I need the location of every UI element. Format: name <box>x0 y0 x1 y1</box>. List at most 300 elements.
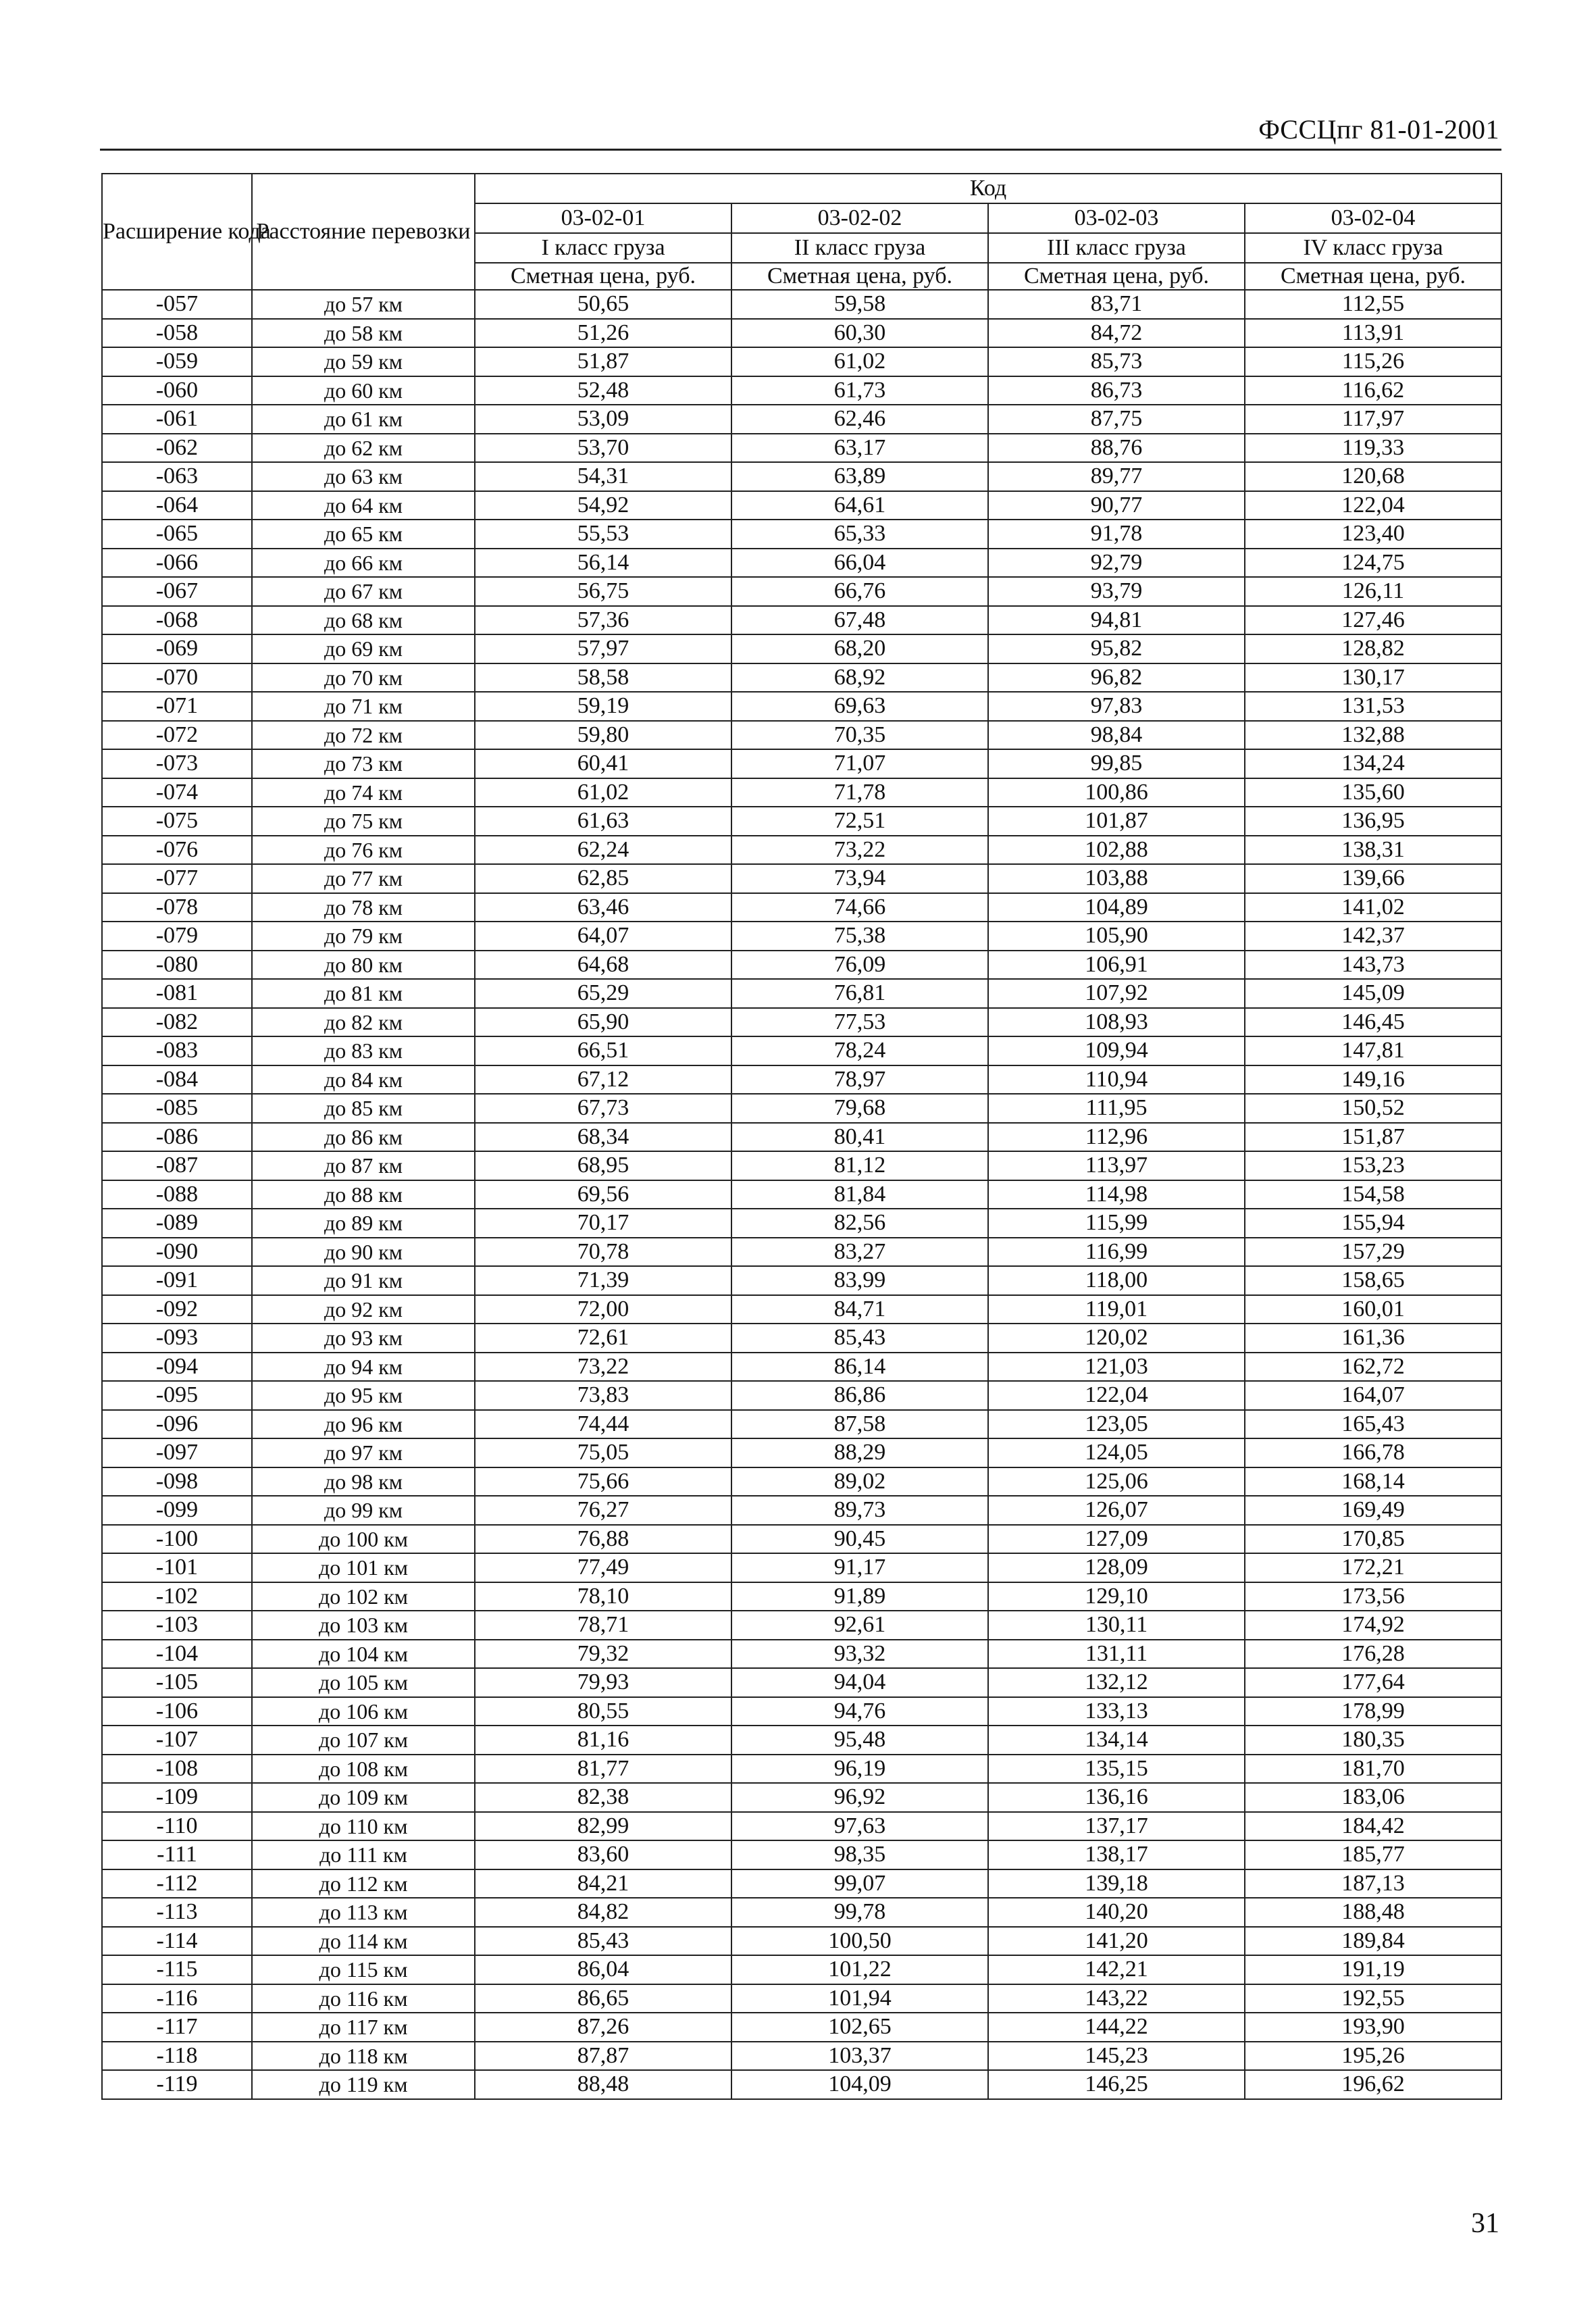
price-cell: 113,97 <box>988 1151 1245 1180</box>
table-row <box>102 1123 1501 1152</box>
price-cell: 69,63 <box>731 692 988 721</box>
price-cell: 116,62 <box>1245 376 1501 405</box>
distance-cell: до 86 км <box>252 1123 475 1152</box>
table-row <box>102 2013 1501 2042</box>
table-row <box>102 1438 1501 1467</box>
distance-cell: до 119 км <box>252 2070 475 2099</box>
price-cell: 59,19 <box>475 692 731 721</box>
header-cargo-class: I класс груза <box>475 233 731 263</box>
price-cell: 97,83 <box>988 692 1245 721</box>
price-cell: 54,31 <box>475 462 731 491</box>
table-row <box>102 922 1501 951</box>
distance-cell: до 92 км <box>252 1295 475 1324</box>
distance-cell: до 69 км <box>252 634 475 663</box>
price-cell: 64,07 <box>475 922 731 951</box>
extension-cell: -117 <box>102 2013 252 2042</box>
distance-cell: до 71 км <box>252 692 475 721</box>
price-cell: 67,48 <box>731 606 988 635</box>
distance-cell: до 81 км <box>252 979 475 1008</box>
price-cell: 73,22 <box>731 836 988 865</box>
price-cell: 165,43 <box>1245 1410 1501 1439</box>
extension-cell: -062 <box>102 434 252 463</box>
table-row <box>102 2070 1501 2099</box>
price-cell: 161,36 <box>1245 1324 1501 1353</box>
extension-cell: -096 <box>102 1410 252 1439</box>
table-row <box>102 1496 1501 1525</box>
price-cell: 73,94 <box>731 864 988 893</box>
extension-cell: -059 <box>102 347 252 376</box>
header-code: 03-02-04 <box>1245 203 1501 233</box>
price-cell: 86,73 <box>988 376 1245 405</box>
table-row <box>102 807 1501 836</box>
price-cell: 180,35 <box>1245 1726 1501 1755</box>
extension-cell: -061 <box>102 405 252 434</box>
price-cell: 65,29 <box>475 979 731 1008</box>
table-row <box>102 1410 1501 1439</box>
price-cell: 83,71 <box>988 290 1245 319</box>
table-row <box>102 462 1501 491</box>
price-cell: 75,05 <box>475 1438 731 1467</box>
distance-cell: до 110 км <box>252 1812 475 1841</box>
distance-cell: до 77 км <box>252 864 475 893</box>
table-row <box>102 721 1501 750</box>
distance-cell: до 87 км <box>252 1151 475 1180</box>
price-cell: 122,04 <box>988 1381 1245 1410</box>
distance-cell: до 116 км <box>252 1984 475 2013</box>
extension-cell: -104 <box>102 1640 252 1669</box>
extension-cell: -118 <box>102 2042 252 2071</box>
price-cell: 79,68 <box>731 1094 988 1123</box>
table-row <box>102 1324 1501 1353</box>
price-cell: 168,14 <box>1245 1467 1501 1496</box>
price-cell: 150,52 <box>1245 1094 1501 1123</box>
price-cell: 177,64 <box>1245 1668 1501 1697</box>
price-cell: 113,91 <box>1245 319 1501 348</box>
price-cell: 76,88 <box>475 1525 731 1554</box>
distance-cell: до 82 км <box>252 1008 475 1037</box>
header-price-label: Сметная цена, руб. <box>475 263 731 290</box>
distance-cell: до 108 км <box>252 1755 475 1784</box>
extension-cell: -086 <box>102 1123 252 1152</box>
price-cell: 66,76 <box>731 577 988 606</box>
extension-cell: -095 <box>102 1381 252 1410</box>
price-cell: 162,72 <box>1245 1353 1501 1382</box>
price-cell: 145,23 <box>988 2042 1245 2071</box>
price-cell: 142,37 <box>1245 922 1501 951</box>
distance-cell: до 94 км <box>252 1353 475 1382</box>
table-row <box>102 778 1501 807</box>
table-row <box>102 520 1501 549</box>
extension-cell: -083 <box>102 1036 252 1065</box>
distance-cell: до 98 км <box>252 1467 475 1496</box>
price-cell: 144,22 <box>988 2013 1245 2042</box>
price-cell: 174,92 <box>1245 1611 1501 1640</box>
table-row <box>102 1582 1501 1611</box>
price-cell: 67,73 <box>475 1094 731 1123</box>
price-cell: 141,02 <box>1245 893 1501 922</box>
price-cell: 52,48 <box>475 376 731 405</box>
table-row <box>102 1640 1501 1669</box>
price-cell: 133,13 <box>988 1697 1245 1726</box>
distance-cell: до 61 км <box>252 405 475 434</box>
price-cell: 84,82 <box>475 1898 731 1927</box>
price-cell: 153,23 <box>1245 1151 1501 1180</box>
price-cell: 158,65 <box>1245 1266 1501 1295</box>
price-cell: 116,99 <box>988 1238 1245 1267</box>
extension-cell: -106 <box>102 1697 252 1726</box>
price-cell: 91,17 <box>731 1553 988 1582</box>
price-cell: 86,14 <box>731 1353 988 1382</box>
price-cell: 94,76 <box>731 1697 988 1726</box>
price-cell: 51,26 <box>475 319 731 348</box>
extension-cell: -091 <box>102 1266 252 1295</box>
distance-cell: до 57 км <box>252 290 475 319</box>
price-cell: 100,50 <box>731 1927 988 1956</box>
price-cell: 86,65 <box>475 1984 731 2013</box>
table-row <box>102 1553 1501 1582</box>
price-cell: 143,73 <box>1245 951 1501 980</box>
price-cell: 66,51 <box>475 1036 731 1065</box>
price-cell: 82,38 <box>475 1783 731 1812</box>
price-cell: 118,00 <box>988 1266 1245 1295</box>
distance-cell: до 89 км <box>252 1209 475 1238</box>
extension-cell: -100 <box>102 1525 252 1554</box>
price-cell: 140,20 <box>988 1898 1245 1927</box>
table-row <box>102 951 1501 980</box>
price-cell: 85,43 <box>731 1324 988 1353</box>
price-cell: 134,14 <box>988 1726 1245 1755</box>
price-cell: 68,20 <box>731 634 988 663</box>
distance-cell: до 84 км <box>252 1065 475 1095</box>
price-cell: 92,61 <box>731 1611 988 1640</box>
price-cell: 109,94 <box>988 1036 1245 1065</box>
extension-cell: -068 <box>102 606 252 635</box>
price-cell: 103,88 <box>988 864 1245 893</box>
extension-cell: -082 <box>102 1008 252 1037</box>
extension-cell: -085 <box>102 1094 252 1123</box>
price-cell: 143,22 <box>988 1984 1245 2013</box>
price-cell: 71,07 <box>731 749 988 778</box>
price-cell: 87,75 <box>988 405 1245 434</box>
price-cell: 191,19 <box>1245 1955 1501 1984</box>
distance-cell: до 65 км <box>252 520 475 549</box>
price-cell: 71,39 <box>475 1266 731 1295</box>
price-cell: 89,02 <box>731 1467 988 1496</box>
price-cell: 77,49 <box>475 1553 731 1582</box>
extension-cell: -074 <box>102 778 252 807</box>
price-cell: 188,48 <box>1245 1898 1501 1927</box>
distance-cell: до 60 км <box>252 376 475 405</box>
price-cell: 84,21 <box>475 1869 731 1898</box>
header-distance: Расстояние перевозки <box>252 174 475 290</box>
price-cell: 184,42 <box>1245 1812 1501 1841</box>
price-cell: 88,76 <box>988 434 1245 463</box>
price-cell: 172,21 <box>1245 1553 1501 1582</box>
price-cell: 160,01 <box>1245 1295 1501 1324</box>
price-cell: 166,78 <box>1245 1438 1501 1467</box>
header-rule <box>100 149 1501 151</box>
price-cell: 87,26 <box>475 2013 731 2042</box>
table-row <box>102 1209 1501 1238</box>
price-cell: 104,09 <box>731 2070 988 2099</box>
distance-cell: до 90 км <box>252 1238 475 1267</box>
table-row <box>102 1668 1501 1697</box>
price-cell: 81,12 <box>731 1151 988 1180</box>
price-cell: 149,16 <box>1245 1065 1501 1095</box>
extension-cell: -113 <box>102 1898 252 1927</box>
price-cell: 147,81 <box>1245 1036 1501 1065</box>
extension-cell: -089 <box>102 1209 252 1238</box>
table-row <box>102 1898 1501 1927</box>
price-cell: 130,11 <box>988 1611 1245 1640</box>
table-row <box>102 2042 1501 2071</box>
price-cell: 127,46 <box>1245 606 1501 635</box>
distance-cell: до 75 км <box>252 807 475 836</box>
table-row <box>102 1812 1501 1841</box>
price-cell: 65,90 <box>475 1008 731 1037</box>
price-cell: 125,06 <box>988 1467 1245 1496</box>
price-cell: 101,22 <box>731 1955 988 1984</box>
price-cell: 101,94 <box>731 1984 988 2013</box>
price-cell: 75,66 <box>475 1467 731 1496</box>
table-row <box>102 663 1501 693</box>
price-cell: 70,78 <box>475 1238 731 1267</box>
price-cell: 131,11 <box>988 1640 1245 1669</box>
distance-cell: до 66 км <box>252 549 475 578</box>
price-cell: 73,22 <box>475 1353 731 1382</box>
price-cell: 84,71 <box>731 1295 988 1324</box>
extension-cell: -098 <box>102 1467 252 1496</box>
extension-cell: -072 <box>102 721 252 750</box>
price-cell: 130,17 <box>1245 663 1501 693</box>
header-extension: Расширение кода <box>102 174 252 290</box>
price-cell: 103,37 <box>731 2042 988 2071</box>
price-cell: 67,12 <box>475 1065 731 1095</box>
price-cell: 96,92 <box>731 1783 988 1812</box>
price-cell: 85,43 <box>475 1927 731 1956</box>
table-row <box>102 347 1501 376</box>
price-cell: 107,92 <box>988 979 1245 1008</box>
distance-cell: до 112 км <box>252 1869 475 1898</box>
table-row <box>102 1869 1501 1898</box>
price-cell: 173,56 <box>1245 1582 1501 1611</box>
price-cell: 134,24 <box>1245 749 1501 778</box>
table-row <box>102 1755 1501 1784</box>
extension-cell: -119 <box>102 2070 252 2099</box>
price-cell: 53,70 <box>475 434 731 463</box>
price-cell: 132,88 <box>1245 721 1501 750</box>
price-cell: 195,26 <box>1245 2042 1501 2071</box>
distance-cell: до 99 км <box>252 1496 475 1525</box>
distance-cell: до 70 км <box>252 663 475 693</box>
price-cell: 68,92 <box>731 663 988 693</box>
extension-cell: -070 <box>102 663 252 693</box>
price-cell: 178,99 <box>1245 1697 1501 1726</box>
header-price-label: Сметная цена, руб. <box>988 263 1245 290</box>
price-cell: 102,88 <box>988 836 1245 865</box>
distance-cell: до 59 км <box>252 347 475 376</box>
price-cell: 95,82 <box>988 634 1245 663</box>
price-cell: 68,34 <box>475 1123 731 1152</box>
price-cell: 155,94 <box>1245 1209 1501 1238</box>
table-row <box>102 290 1501 319</box>
price-cell: 50,65 <box>475 290 731 319</box>
header-cargo-class: IV класс груза <box>1245 233 1501 263</box>
price-cell: 183,06 <box>1245 1783 1501 1812</box>
price-cell: 119,33 <box>1245 434 1501 463</box>
price-cell: 185,77 <box>1245 1840 1501 1869</box>
price-cell: 74,44 <box>475 1410 731 1439</box>
price-cell: 99,85 <box>988 749 1245 778</box>
extension-cell: -065 <box>102 520 252 549</box>
extension-cell: -073 <box>102 749 252 778</box>
extension-cell: -112 <box>102 1869 252 1898</box>
price-cell: 53,09 <box>475 405 731 434</box>
header-code: 03-02-03 <box>988 203 1245 233</box>
extension-cell: -093 <box>102 1324 252 1353</box>
extension-cell: -076 <box>102 836 252 865</box>
table-row <box>102 634 1501 663</box>
extension-cell: -087 <box>102 1151 252 1180</box>
table-body <box>102 290 1501 2099</box>
distance-cell: до 115 км <box>252 1955 475 1984</box>
price-cell: 65,33 <box>731 520 988 549</box>
table-row <box>102 491 1501 520</box>
table-row <box>102 692 1501 721</box>
distance-cell: до 64 км <box>252 491 475 520</box>
table-row <box>102 1381 1501 1410</box>
price-cell: 192,55 <box>1245 1984 1501 2013</box>
price-cell: 72,51 <box>731 807 988 836</box>
distance-cell: до 73 км <box>252 749 475 778</box>
price-cell: 60,41 <box>475 749 731 778</box>
distance-cell: до 95 км <box>252 1381 475 1410</box>
price-cell: 136,16 <box>988 1783 1245 1812</box>
price-cell: 91,78 <box>988 520 1245 549</box>
extension-cell: -115 <box>102 1955 252 1984</box>
price-cell: 70,17 <box>475 1209 731 1238</box>
table-row <box>102 1180 1501 1209</box>
extension-cell: -090 <box>102 1238 252 1267</box>
price-cell: 124,75 <box>1245 549 1501 578</box>
price-cell: 63,17 <box>731 434 988 463</box>
price-cell: 139,18 <box>988 1869 1245 1898</box>
price-cell: 119,01 <box>988 1295 1245 1324</box>
price-cell: 78,24 <box>731 1036 988 1065</box>
price-cell: 96,82 <box>988 663 1245 693</box>
price-cell: 141,20 <box>988 1927 1245 1956</box>
distance-cell: до 97 км <box>252 1438 475 1467</box>
price-cell: 112,96 <box>988 1123 1245 1152</box>
price-cell: 124,05 <box>988 1438 1245 1467</box>
table-row <box>102 1094 1501 1123</box>
price-cell: 111,95 <box>988 1094 1245 1123</box>
table-row <box>102 1611 1501 1640</box>
price-cell: 62,24 <box>475 836 731 865</box>
distance-cell: до 106 км <box>252 1697 475 1726</box>
price-cell: 85,73 <box>988 347 1245 376</box>
extension-cell: -088 <box>102 1180 252 1209</box>
table-row <box>102 1697 1501 1726</box>
table-row <box>102 376 1501 405</box>
header-code: 03-02-01 <box>475 203 731 233</box>
distance-cell: до 83 км <box>252 1036 475 1065</box>
price-cell: 90,45 <box>731 1525 988 1554</box>
price-cell: 72,61 <box>475 1324 731 1353</box>
price-cell: 71,78 <box>731 778 988 807</box>
distance-cell: до 102 км <box>252 1582 475 1611</box>
table-row <box>102 549 1501 578</box>
table-row <box>102 1238 1501 1267</box>
table-row <box>102 1840 1501 1869</box>
extension-cell: -105 <box>102 1668 252 1697</box>
price-cell: 112,55 <box>1245 290 1501 319</box>
extension-cell: -092 <box>102 1295 252 1324</box>
extension-cell: -058 <box>102 319 252 348</box>
price-cell: 139,66 <box>1245 864 1501 893</box>
price-cell: 81,77 <box>475 1755 731 1784</box>
price-cell: 146,25 <box>988 2070 1245 2099</box>
table-row <box>102 1984 1501 2013</box>
price-cell: 142,21 <box>988 1955 1245 1984</box>
price-cell: 87,58 <box>731 1410 988 1439</box>
price-cell: 117,97 <box>1245 405 1501 434</box>
price-cell: 151,87 <box>1245 1123 1501 1152</box>
price-cell: 84,72 <box>988 319 1245 348</box>
price-cell: 110,94 <box>988 1065 1245 1095</box>
price-cell: 75,38 <box>731 922 988 951</box>
price-cell: 59,80 <box>475 721 731 750</box>
extension-cell: -081 <box>102 979 252 1008</box>
price-cell: 94,04 <box>731 1668 988 1697</box>
price-cell: 63,46 <box>475 893 731 922</box>
table-row <box>102 1525 1501 1554</box>
price-cell: 169,49 <box>1245 1496 1501 1525</box>
price-cell: 70,35 <box>731 721 988 750</box>
price-cell: 55,53 <box>475 520 731 549</box>
price-cell: 92,79 <box>988 549 1245 578</box>
extension-cell: -107 <box>102 1726 252 1755</box>
distance-cell: до 72 км <box>252 721 475 750</box>
price-cell: 187,13 <box>1245 1869 1501 1898</box>
extension-cell: -097 <box>102 1438 252 1467</box>
price-cell: 88,29 <box>731 1438 988 1467</box>
price-cell: 123,05 <box>988 1410 1245 1439</box>
extension-cell: -079 <box>102 922 252 951</box>
price-cell: 108,93 <box>988 1008 1245 1037</box>
table-row <box>102 1065 1501 1095</box>
price-cell: 60,30 <box>731 319 988 348</box>
price-cell: 78,10 <box>475 1582 731 1611</box>
price-cell: 102,65 <box>731 2013 988 2042</box>
price-cell: 122,04 <box>1245 491 1501 520</box>
table-row <box>102 864 1501 893</box>
table-row <box>102 1783 1501 1812</box>
extension-cell: -103 <box>102 1611 252 1640</box>
price-cell: 61,02 <box>731 347 988 376</box>
extension-cell: -071 <box>102 692 252 721</box>
price-cell: 72,00 <box>475 1295 731 1324</box>
price-cell: 120,68 <box>1245 462 1501 491</box>
price-cell: 61,02 <box>475 778 731 807</box>
distance-cell: до 62 км <box>252 434 475 463</box>
extension-cell: -077 <box>102 864 252 893</box>
price-cell: 76,09 <box>731 951 988 980</box>
distance-cell: до 78 км <box>252 893 475 922</box>
price-cell: 121,03 <box>988 1353 1245 1382</box>
price-cell: 96,19 <box>731 1755 988 1784</box>
extension-cell: -064 <box>102 491 252 520</box>
